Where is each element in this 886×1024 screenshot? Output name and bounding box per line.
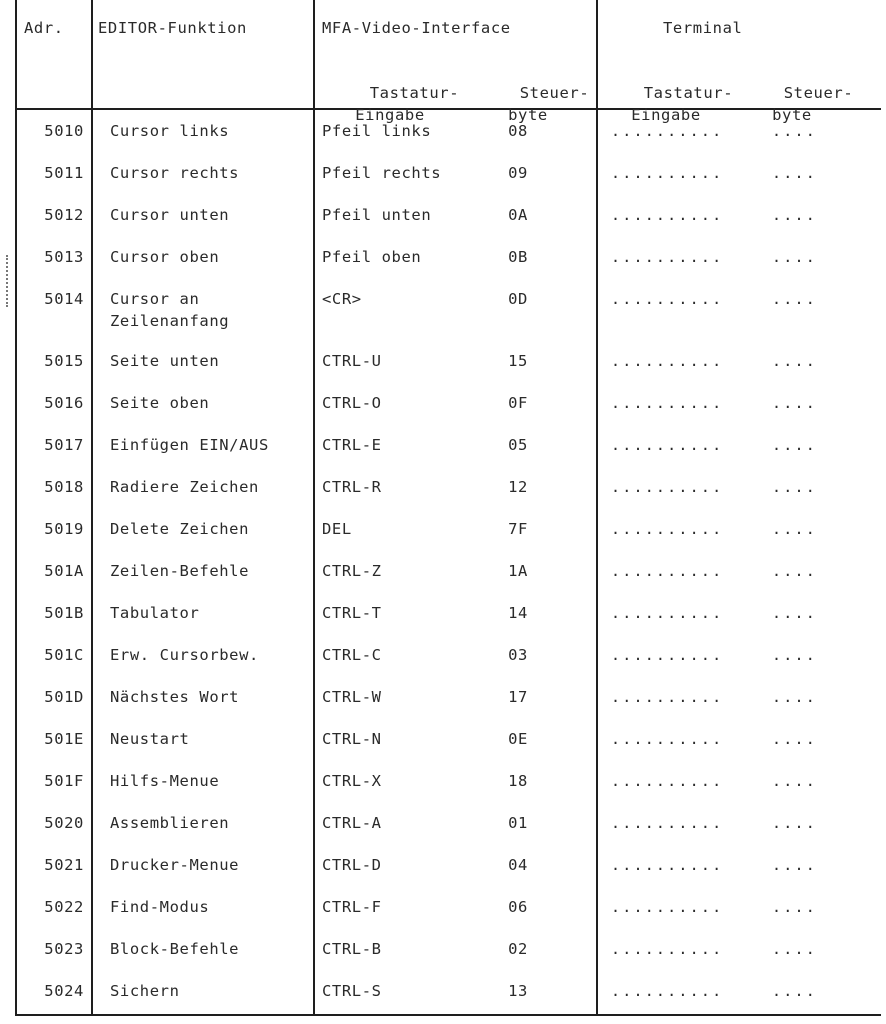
row-terminal-control-byte: .... bbox=[772, 856, 817, 874]
row-function: Neustart bbox=[110, 730, 190, 748]
row-terminal-control-byte: .... bbox=[772, 940, 817, 958]
row-mfa-control-byte: 15 bbox=[508, 352, 528, 370]
row-function: Cursor links bbox=[110, 122, 230, 140]
row-address: 501E bbox=[44, 730, 84, 748]
row-mfa-key-input: CTRL-O bbox=[322, 394, 382, 412]
row-mfa-control-byte: 12 bbox=[508, 478, 528, 496]
row-function: Delete Zeichen bbox=[110, 520, 250, 538]
row-mfa-control-byte: 1A bbox=[508, 562, 528, 580]
row-terminal-control-byte: .... bbox=[772, 164, 817, 182]
row-mfa-key-input: <CR> bbox=[322, 290, 362, 308]
row-terminal-key-input: .......... bbox=[611, 394, 724, 412]
row-terminal-key-input: .......... bbox=[611, 248, 724, 266]
row-mfa-control-byte: 01 bbox=[508, 814, 528, 832]
row-mfa-key-input: CTRL-W bbox=[322, 688, 382, 706]
row-terminal-control-byte: .... bbox=[772, 206, 817, 224]
row-mfa-control-byte: 05 bbox=[508, 436, 528, 454]
row-mfa-key-input: DEL bbox=[322, 520, 352, 538]
row-mfa-control-byte: 0A bbox=[508, 206, 528, 224]
row-mfa-control-byte: 03 bbox=[508, 646, 528, 664]
row-mfa-key-input: Pfeil rechts bbox=[322, 164, 442, 182]
row-terminal-control-byte: .... bbox=[772, 478, 817, 496]
row-mfa-key-input: CTRL-U bbox=[322, 352, 382, 370]
header-term-key-line2: Eingabe bbox=[631, 106, 701, 124]
row-mfa-control-byte: 13 bbox=[508, 982, 528, 1000]
row-mfa-control-byte: 0D bbox=[508, 290, 528, 308]
row-function: Drucker-Menue bbox=[110, 856, 240, 874]
row-function: Block-Befehle bbox=[110, 940, 240, 958]
row-function: Seite unten bbox=[110, 352, 220, 370]
row-address: 5023 bbox=[44, 940, 84, 958]
row-terminal-key-input: .......... bbox=[611, 562, 724, 580]
row-function: Einfügen EIN/AUS bbox=[110, 436, 269, 454]
header-mfa-key-line1: Tastatur- bbox=[369, 84, 460, 102]
row-address: 5014 bbox=[44, 290, 84, 308]
row-terminal-control-byte: .... bbox=[772, 604, 817, 622]
row-address: 5012 bbox=[44, 206, 84, 224]
row-function: Nächstes Wort bbox=[110, 688, 240, 706]
row-address: 501A bbox=[44, 562, 84, 580]
row-address: 5016 bbox=[44, 394, 84, 412]
row-function: Seite oben bbox=[110, 394, 210, 412]
row-terminal-control-byte: .... bbox=[772, 520, 817, 538]
table-border-bottom bbox=[15, 1014, 881, 1016]
row-terminal-key-input: .......... bbox=[611, 290, 724, 308]
row-terminal-control-byte: .... bbox=[772, 814, 817, 832]
row-address: 501D bbox=[44, 688, 84, 706]
row-mfa-key-input: CTRL-E bbox=[322, 436, 382, 454]
row-mfa-control-byte: 04 bbox=[508, 856, 528, 874]
row-terminal-key-input: .......... bbox=[611, 520, 724, 538]
row-function: Sichern bbox=[110, 982, 180, 1000]
row-mfa-key-input: Pfeil unten bbox=[322, 206, 432, 224]
row-mfa-key-input: CTRL-A bbox=[322, 814, 382, 832]
row-terminal-key-input: .......... bbox=[611, 772, 724, 790]
row-mfa-key-input: CTRL-N bbox=[322, 730, 382, 748]
row-terminal-control-byte: .... bbox=[772, 562, 817, 580]
row-terminal-key-input: .......... bbox=[611, 436, 724, 454]
row-function: Cursor an Zeilenanfang bbox=[110, 290, 230, 330]
row-terminal-control-byte: .... bbox=[772, 122, 817, 140]
margin-mark bbox=[6, 255, 10, 307]
row-terminal-key-input: .......... bbox=[611, 206, 724, 224]
row-terminal-key-input: .......... bbox=[611, 814, 724, 832]
row-mfa-key-input: CTRL-D bbox=[322, 856, 382, 874]
header-term-key-line1: Tastatur- bbox=[643, 84, 734, 102]
row-terminal-key-input: .......... bbox=[611, 478, 724, 496]
row-terminal-key-input: .......... bbox=[611, 646, 724, 664]
row-terminal-control-byte: .... bbox=[772, 898, 817, 916]
header-adr: Adr. bbox=[24, 19, 64, 37]
row-mfa-control-byte: 06 bbox=[508, 898, 528, 916]
row-function: Hilfs-Menue bbox=[110, 772, 220, 790]
row-terminal-control-byte: .... bbox=[772, 772, 817, 790]
row-terminal-key-input: .......... bbox=[611, 730, 724, 748]
row-mfa-key-input: CTRL-R bbox=[322, 478, 382, 496]
row-address: 5013 bbox=[44, 248, 84, 266]
row-mfa-control-byte: 7F bbox=[508, 520, 528, 538]
header-mfa-key-line2: Eingabe bbox=[355, 106, 425, 124]
row-function: Tabulator bbox=[110, 604, 200, 622]
row-terminal-key-input: .......... bbox=[611, 688, 724, 706]
row-address: 5021 bbox=[44, 856, 84, 874]
row-address: 501C bbox=[44, 646, 84, 664]
column-divider-func bbox=[313, 0, 315, 1015]
row-address: 5018 bbox=[44, 478, 84, 496]
row-terminal-key-input: .......... bbox=[611, 898, 724, 916]
row-function: Assemblieren bbox=[110, 814, 230, 832]
row-mfa-key-input: CTRL-B bbox=[322, 940, 382, 958]
header-mfa-video-interface: MFA-Video-Interface bbox=[322, 19, 511, 37]
row-address: 5015 bbox=[44, 352, 84, 370]
row-terminal-key-input: .......... bbox=[611, 856, 724, 874]
header-term-byte-line2: byte bbox=[772, 106, 812, 124]
column-divider-adr bbox=[91, 0, 93, 1015]
row-terminal-control-byte: .... bbox=[772, 688, 817, 706]
row-function: Radiere Zeichen bbox=[110, 478, 259, 496]
row-terminal-control-byte: .... bbox=[772, 290, 817, 308]
row-mfa-control-byte: 0E bbox=[508, 730, 528, 748]
row-terminal-control-byte: .... bbox=[772, 982, 817, 1000]
row-mfa-key-input: CTRL-F bbox=[322, 898, 382, 916]
row-mfa-control-byte: 0B bbox=[508, 248, 528, 266]
row-function: Erw. Cursorbew. bbox=[110, 646, 259, 664]
row-terminal-control-byte: .... bbox=[772, 646, 817, 664]
header-editor-function: EDITOR-Funktion bbox=[98, 19, 247, 37]
column-divider-mfa bbox=[596, 0, 598, 1015]
row-mfa-key-input: CTRL-S bbox=[322, 982, 382, 1000]
row-function: Cursor oben bbox=[110, 248, 220, 266]
row-function: Zeilen-Befehle bbox=[110, 562, 250, 580]
row-terminal-control-byte: .... bbox=[772, 730, 817, 748]
row-mfa-key-input: CTRL-C bbox=[322, 646, 382, 664]
header-mfa-byte-line1: Steuer- bbox=[519, 84, 590, 102]
row-address: 501B bbox=[44, 604, 84, 622]
row-address: 5019 bbox=[44, 520, 84, 538]
row-mfa-control-byte: 18 bbox=[508, 772, 528, 790]
row-address: 5017 bbox=[44, 436, 84, 454]
row-mfa-control-byte: 09 bbox=[508, 164, 528, 182]
row-terminal-control-byte: .... bbox=[772, 248, 817, 266]
row-mfa-control-byte: 02 bbox=[508, 940, 528, 958]
row-mfa-key-input: CTRL-Z bbox=[322, 562, 382, 580]
row-address: 5020 bbox=[44, 814, 84, 832]
row-terminal-key-input: .......... bbox=[611, 352, 724, 370]
header-terminal: Terminal bbox=[663, 19, 743, 37]
row-terminal-control-byte: .... bbox=[772, 394, 817, 412]
row-terminal-key-input: .......... bbox=[611, 604, 724, 622]
row-address: 5011 bbox=[44, 164, 84, 182]
row-mfa-key-input: Pfeil oben bbox=[322, 248, 422, 266]
row-address: 5022 bbox=[44, 898, 84, 916]
header-term-byte-line1: Steuer- bbox=[783, 84, 854, 102]
row-mfa-control-byte: 14 bbox=[508, 604, 528, 622]
row-address: 501F bbox=[44, 772, 84, 790]
row-function: Cursor unten bbox=[110, 206, 230, 224]
row-terminal-control-byte: .... bbox=[772, 436, 817, 454]
row-terminal-key-input: .......... bbox=[611, 122, 724, 140]
row-terminal-key-input: .......... bbox=[611, 940, 724, 958]
row-address: 5010 bbox=[44, 122, 84, 140]
row-mfa-control-byte: 08 bbox=[508, 122, 528, 140]
row-terminal-key-input: .......... bbox=[611, 164, 724, 182]
row-address: 5024 bbox=[44, 982, 84, 1000]
header-mfa-byte-line2: byte bbox=[508, 106, 548, 124]
row-mfa-control-byte: 0F bbox=[508, 394, 528, 412]
row-function: Cursor rechts bbox=[110, 164, 240, 182]
row-function: Find-Modus bbox=[110, 898, 210, 916]
row-terminal-control-byte: .... bbox=[772, 352, 817, 370]
row-mfa-key-input: CTRL-T bbox=[322, 604, 382, 622]
row-mfa-key-input: Pfeil links bbox=[322, 122, 432, 140]
row-mfa-key-input: CTRL-X bbox=[322, 772, 382, 790]
row-terminal-key-input: .......... bbox=[611, 982, 724, 1000]
row-mfa-control-byte: 17 bbox=[508, 688, 528, 706]
